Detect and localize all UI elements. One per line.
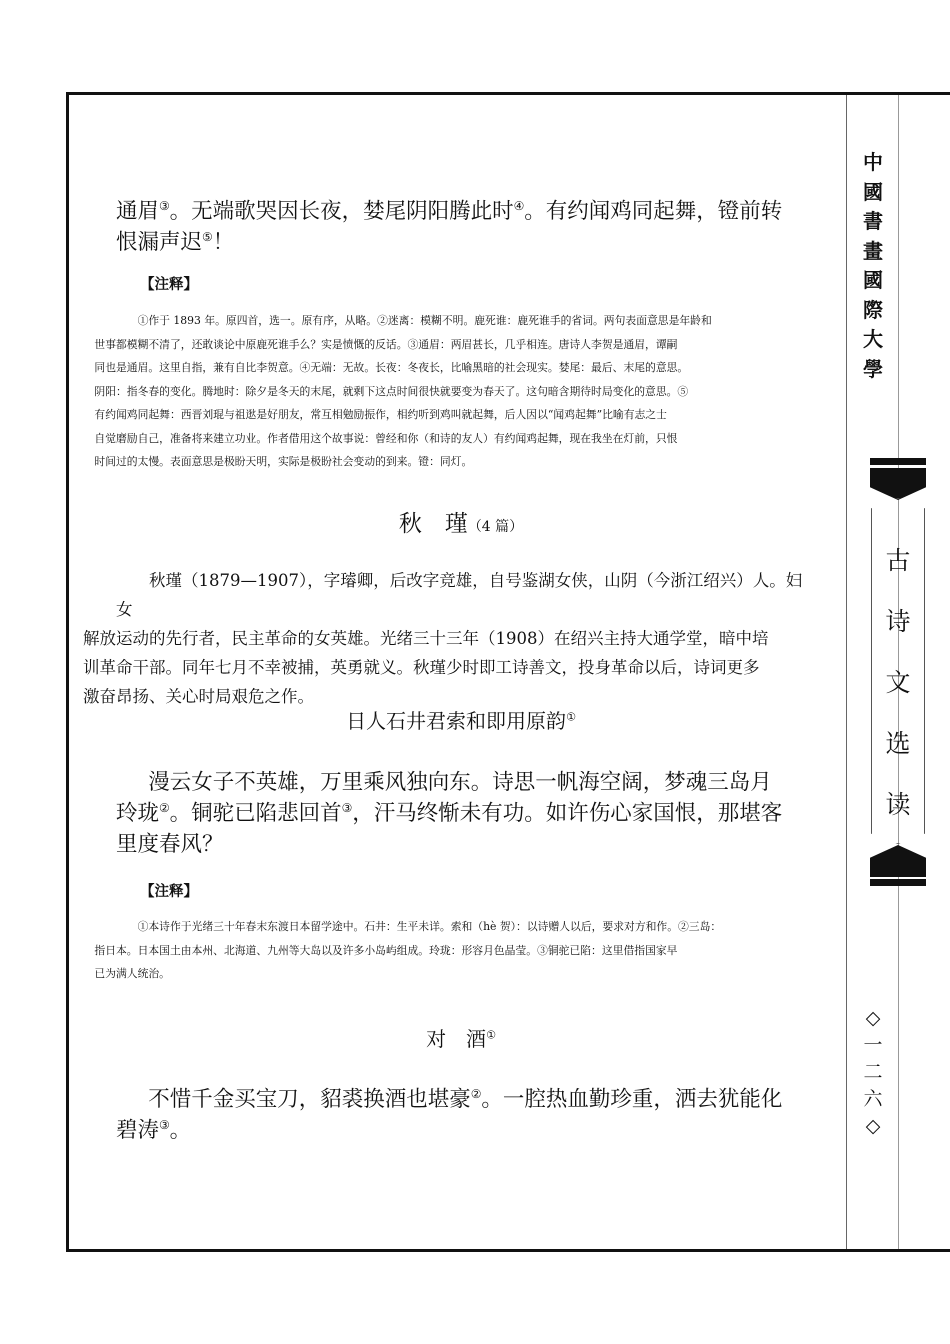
school-char: 學 <box>863 356 883 381</box>
title-char: 诗 <box>885 607 911 636</box>
sidebar-school-name <box>848 148 898 384</box>
note-marker: ③ <box>159 1117 170 1132</box>
page-number-char: 六 <box>863 1088 883 1110</box>
note-line: ①作于 1893 年。原四首，选一。原有序，从略。②迷离：模糊不明。鹿死谁：鹿死谁手的省词。两句表面意思是年龄和 <box>137 314 712 327</box>
school-char: 國 <box>863 268 883 292</box>
school-char: 際 <box>863 297 883 322</box>
notes-heading: 【注释】 <box>140 277 198 293</box>
sidebar-ornament-cap-top <box>870 468 926 500</box>
note-line: 同也是通眉。这里自指，兼有自比李贺意。④无端：无故。长夜：冬夜长，比喻黑暗的社会现实。婪尾：最后、末尾的意思。 <box>94 361 689 374</box>
notes-heading: 【注释】 <box>140 884 198 900</box>
author-bio <box>83 566 806 711</box>
poem3-title: 对 酒① <box>426 1027 496 1051</box>
school-char: 畫 <box>863 238 883 263</box>
poem3-text <box>116 1084 806 1146</box>
note-marker: ② <box>470 1086 482 1101</box>
page-frame-top <box>66 92 950 95</box>
poem-line: 通眉③。无端歌哭因长夜，婪尾阴阳腾此时④。有约闻鸡同起舞，镫前转 <box>116 198 783 224</box>
page-number-char: 一 <box>863 1034 883 1056</box>
note-marker: ② <box>159 800 170 815</box>
note-marker: ① <box>486 1028 496 1042</box>
note-marker: ③ <box>341 800 353 815</box>
poem-line: 不惜千金买宝刀，貂裘换酒也堪豪②。一腔热血勤珍重，洒去犹能化 <box>148 1086 783 1112</box>
poem-line: 恨漏声迟⑤！ <box>116 229 235 255</box>
bio-line: 训革命干部。同年七月不幸被捕，英勇就义。秋瑾少时即工诗善文，投身革命以后，诗词更多 <box>83 658 760 677</box>
note-marker: ⑤ <box>202 229 213 244</box>
bio-line: 秋瑾（1879—1907），字璿卿，后改字竞雄，自号鉴湖女侠，山阴（今浙江绍兴）人。妇女 <box>116 571 803 619</box>
poem1-text <box>116 196 806 258</box>
school-char: 書 <box>863 209 883 233</box>
page-frame-left <box>66 92 69 1252</box>
sidebar-ornament-cap-bottom <box>870 845 926 877</box>
note-line: 已为满人统治。 <box>94 967 170 980</box>
note-line: 世事都模糊不清了，还敢谈论中原鹿死谁手么？实是愤慨的反话。③通眉：两眉甚长，几乎相连。唐诗人李贺是通眉，谭嗣 <box>94 337 678 351</box>
note-line: 时间过的太慢。表面意思是极盼天明，实际是极盼社会变动的到来。镫：同灯。 <box>94 455 473 468</box>
author-name: 秋 瑾 <box>398 511 468 537</box>
note-marker: ① <box>566 710 576 724</box>
sidebar-ornament-bar <box>870 458 926 465</box>
notes1 <box>94 309 806 474</box>
diamond-icon: ◇ <box>865 1007 881 1029</box>
poem-count: （4 篇） <box>467 519 524 535</box>
sidebar-book-title <box>870 530 926 835</box>
bio-line: 解放运动的先行者，民主革命的女英雄。光绪三十三年（1908）在绍兴主持大通学堂，暗中培 <box>83 629 769 648</box>
poem2-text <box>116 767 806 860</box>
title-char: 古 <box>885 546 911 575</box>
title-char: 读 <box>885 790 911 819</box>
author-heading <box>116 505 806 538</box>
note-marker: ④ <box>513 198 525 213</box>
poem-line: 漫云女子不英雄，万里乘风独向东。诗思一帆海空阔，梦魂三岛月 <box>148 770 772 795</box>
notes2 <box>94 915 806 986</box>
note-line: 指日本。日本国土由本州、北海道、九州等大岛以及许多小岛屿组成。玲珑：形容月色晶莹。③铜驼已陷：这里借指国家早 <box>94 943 678 957</box>
school-char: 大 <box>863 327 883 351</box>
note-line: 阴阳：指冬春的变化。腾地时：除夕是冬天的末尾，就剩下这点时间很快就要变为春天了。这句暗含期待时局变化的意思。⑤ <box>94 384 689 398</box>
note-line: 自觉磨励自己，准备将来建立功业。作者借用这个故事说：曾经和你（和诗的友人）有约闻鸡起舞，现在我坐在灯前，只恨 <box>94 431 678 445</box>
sidebar-divider <box>846 95 847 1249</box>
note-marker: ③ <box>159 198 170 213</box>
diamond-icon: ◇ <box>865 1115 881 1137</box>
page-number-char: 二 <box>863 1061 883 1083</box>
title-char: 选 <box>885 729 911 758</box>
page-number <box>848 1005 898 1140</box>
title-char: 文 <box>885 668 911 697</box>
school-char: 國 <box>863 179 883 204</box>
page-frame-bottom <box>66 1249 950 1252</box>
note-line: ①本诗作于光绪三十年春末东渡日本留学途中。石井：生平未详。索和（hè 贺）：以诗赠人以后，要求对方和作。②三岛： <box>137 920 722 933</box>
school-char: 中 <box>863 150 883 174</box>
note-line: 有约闻鸡同起舞：西晋刘琨与祖逖是好朋友，常互相勉励振作，相约听到鸡叫就起舞，后人因以“闻鸡起舞”比喻有志之士 <box>94 408 667 421</box>
poem-line: 碧涛③。 <box>116 1117 192 1143</box>
poem-line: 玲珑②。铜驼已陷悲回首③，汗马终惭未有功。如许伤心家国恨，那堪客 <box>116 800 783 826</box>
poem2-title: 日人石井君索和即用原韵① <box>346 709 576 733</box>
poem-line: 里度春风？ <box>116 832 224 857</box>
sidebar-ornament-bar <box>870 879 926 886</box>
bio-line: 激奋昂扬、关心时局艰危之作。 <box>83 687 314 706</box>
